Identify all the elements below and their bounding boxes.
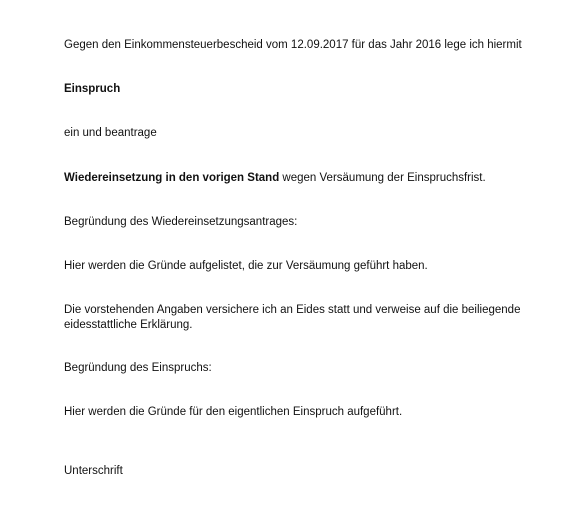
intro-line: Gegen den Einkommensteuerbescheid vom 12.09.2017 für das Jahr 2016 lege ich hiermit [64, 39, 522, 51]
gruende-versaeumung-text: Hier werden die Gründe aufgelistet, die zur Versäumung geführt haben. [64, 260, 428, 272]
beantrage-line: ein und beantrage [64, 127, 157, 139]
begruendung-antrag-heading: Begründung des Wiedereinsetzungsantrages: [64, 216, 298, 228]
begruendung-einspruch-heading: Begründung des Einspruchs: [64, 362, 212, 374]
wiedereinsetzung-bold-text: Wiedereinsetzung in den vorigen Stand [64, 172, 280, 184]
wiedereinsetzung-line [64, 171, 486, 186]
wiedereinsetzung-rest-text: wegen Versäumung der Einspruchsfrist. [279, 172, 486, 184]
signature-label: Unterschrift [64, 465, 123, 477]
gruende-einspruch-text: Hier werden die Gründe für den eigentlichen Einspruch aufgeführt. [64, 406, 403, 418]
versicherung-line-2: eidesstattliche Erklärung. [64, 319, 193, 331]
heading-einspruch: Einspruch [64, 83, 121, 95]
versicherung-line-1: Die vorstehenden Angaben versichere ich an Eides statt und verweise auf die beiliegende [64, 304, 521, 316]
